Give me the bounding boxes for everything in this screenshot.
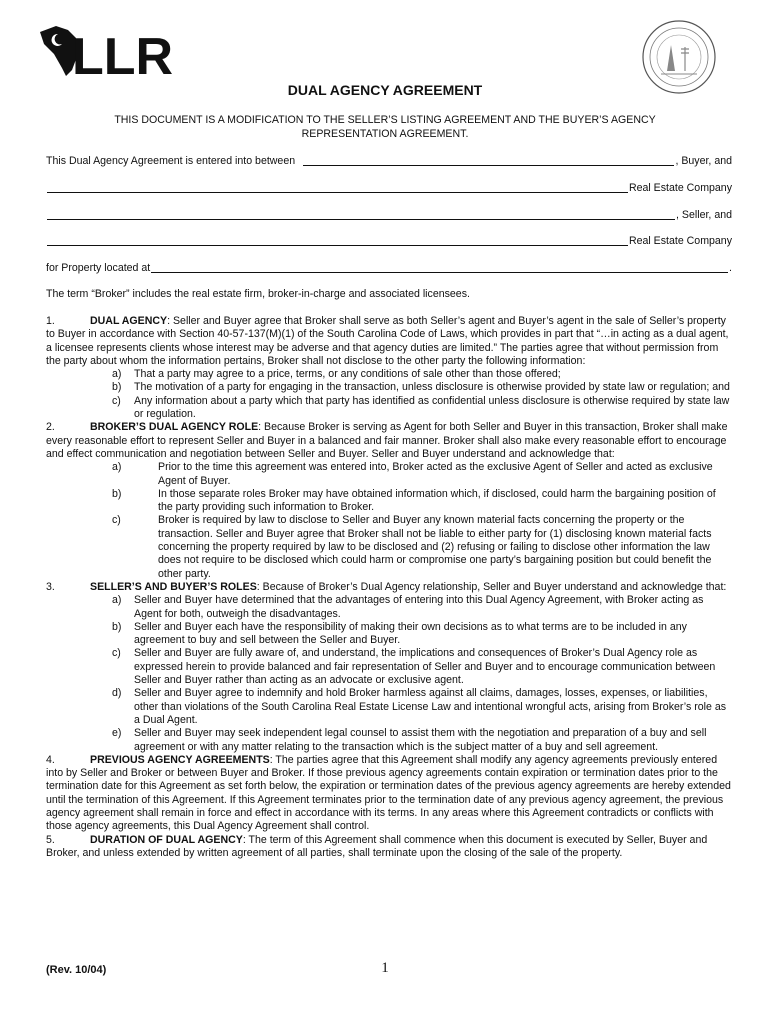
section-4-heading: PREVIOUS AGENCY AGREEMENTS [90, 753, 270, 766]
section-2-list [46, 461, 732, 581]
section-1-paragraph [46, 315, 732, 368]
revision-label: (Rev. 10/04) [46, 964, 107, 976]
section-5-paragraph [46, 834, 732, 861]
re-company-label-1: Real Estate Company [628, 181, 732, 194]
intro-text: This Dual Agency Agreement is entered into between [46, 154, 296, 167]
section-3-text: : Because of Broker’s Dual Agency relationship, Seller and Buyer understand and acknowledge that: [256, 580, 727, 593]
section-2-number: 2. [46, 421, 55, 434]
document-title: DUAL AGENCY AGREEMENT [287, 82, 483, 98]
seller-suffix: , Seller, and [676, 208, 732, 221]
llr-logo [38, 24, 184, 80]
section-4-paragraph [46, 754, 732, 834]
list-item: e) Seller and Buyer may seek independent legal counsel to assist them with the negotiation and preparation of a buy and sell agreement or with any matter relating to the transaction which is the subject matter of a buy and sell agreement. [112, 727, 707, 753]
parties-line-4 [46, 234, 732, 248]
section-3-list [46, 594, 732, 754]
property-address-field[interactable] [151, 261, 728, 273]
section-2 [46, 421, 732, 581]
section-3-paragraph [46, 581, 732, 594]
section-1-list [46, 368, 732, 421]
list-item: d) Seller and Buyer agree to indemnify and hold Broker harmless against all claims, damages, losses, expenses, or liabilities, other than violations of the South Carolina Real Estate License Law and intentional wrongful acts, arising from Broker’s role as a Dual Agent. [112, 687, 727, 726]
property-line [46, 261, 732, 275]
list-item: a) That a party may agree to a price, terms, or any conditions of sale other than those offered; [112, 368, 561, 381]
section-4-number: 4. [46, 753, 55, 766]
section-5-heading: DURATION OF DUAL AGENCY [90, 833, 243, 846]
logo-text: LLR [72, 28, 174, 80]
section-3-heading: SELLER’S AND BUYER’S ROLES [90, 580, 257, 593]
list-item: c) Any information about a party which that party has identified as confidential unless disclosure is otherwise required by state law or regulation. [112, 394, 730, 421]
section-1-heading: DUAL AGENCY [90, 315, 168, 327]
list-item: c) Seller and Buyer are fully aware of, and understand, the implications and consequences of Broker’s Dual Agency role as expressed herein to provide balanced and fair representation of Seller and Buyer and to encourage communication between Seller and Buyer rather than acting as an advocate or exclusive agent. [112, 647, 716, 687]
buyer-suffix: , Buyer, and [675, 154, 732, 167]
seller-company-field[interactable] [47, 234, 628, 246]
page-number: 1 [381, 960, 389, 976]
re-company-label-2: Real Estate Company [628, 234, 732, 247]
list-item: b) Seller and Buyer each have the responsibility of making their own decisions as to what terms are to be included in any agreement to buy and sell between the Seller and Buyer. [112, 620, 687, 647]
buyer-name-field[interactable] [303, 154, 674, 166]
section-3 [46, 581, 732, 754]
subtitle-line-1: THIS DOCUMENT IS A MODIFICATION TO THE SELLER’S LISTING AGREEMENT AND THE BUYER’S AGENCY [114, 114, 656, 126]
section-2-paragraph [46, 421, 732, 461]
list-item: c) Broker is required by law to disclose to Seller and Buyer any known material facts concerning the property or the transaction. Seller and Buyer agree that Broker shall not be liable to either party for (1) disclosing known material facts concerning the property required by law to be disclosed and (2) refusing or failing to disclose other information the law does not require to be disclosed which could harm or compromise one party’s bargaining position but could benefit the other party. [112, 514, 712, 580]
list-item: b) The motivation of a party for engaging in the transaction, unless disclosure is otherwise provided by state law or regulation; and [112, 381, 730, 394]
parties-line-2 [46, 181, 732, 195]
section-1-number: 1. [46, 315, 55, 327]
parties-line-3 [46, 208, 732, 222]
broker-definition: The term “Broker” includes the real estate firm, broker-in-charge and associated licensees. [46, 288, 470, 300]
section-1 [46, 315, 732, 421]
section-2-heading: BROKER’S DUAL AGENCY ROLE [90, 421, 259, 434]
seller-name-field[interactable] [47, 208, 675, 220]
section-3-number: 3. [46, 580, 55, 593]
section-1-text: : Seller and Buyer agree that Broker shall serve as both Seller’s agent and Buyer’s agent in the sale of Seller’s property to Buyer in accordance with Section 40-57-137(M)(1) of the South Carolina Code of Laws, which provides in part that “…in acting as a dual agent, a licensee represents clients whose interest may be adverse and that agency duties are limited.” The parties agree that without permission from the party about whom the information pertains, Broker shall not disclose to the other party the following information: [46, 315, 729, 367]
section-5-text: : The term of this Agreement shall commence when this document is executed by Seller, Buyer and Broker, and unless extended by written agreement of all parties, shall terminate upon the closing of the sale of the property. [46, 833, 708, 859]
parties-line-1 [46, 154, 732, 168]
document-subtitle [60, 114, 710, 141]
section-4-text: : The parties agree that this Agreement shall modify any agency agreements previously entered into by Seller and Broker or between Buyer and Broker. If those previous agency agreements contain expiration or termination dates prior to the termination date for this Agreement as set forth below, the expiration or termination dates of the previous agency agreements are hereby extended until the termination of this Agreement. If this Agreement terminates prior to the termination date of any previous agency agreement, the previous agency agreement shall remain in force and effect in accordance with its terms. In any areas where this Agreement contradicts or conflicts with those agency agreements, this Dual Agency Agreement shall control. [46, 753, 731, 833]
list-item: a) Seller and Buyer have determined that the advantages of entering into this Dual Agency Agreement, with Broker acting as Agent for both, outweigh the disadvantages. [112, 594, 704, 620]
buyer-company-field[interactable] [47, 181, 628, 193]
list-item: b) In those separate roles Broker may have obtained information which, if disclosed, could harm the bargaining position of the party providing such information to Broker. [112, 487, 716, 514]
section-2-text: : Because Broker is serving as Agent for both Seller and Buyer in this transaction, Broker shall make every reasonable effort to represent Seller and Buyer in a balanced and fair manner. Broker shall also make every reasonable effort to encourage and effect communication and negotiation between Seller and Buyer. Seller and Buyer understand and acknowledge that: [46, 421, 728, 460]
property-suffix: . [729, 261, 732, 274]
sections-body [46, 315, 732, 860]
list-item: a) Prior to the time this agreement was entered into, Broker acted as the exclusive Agent of Seller and acted as exclusive Agent of Buyer. [112, 461, 713, 487]
section-5-number: 5. [46, 833, 55, 846]
subtitle-line-2: REPRESENTATION AGREEMENT. [301, 127, 469, 140]
property-label: for Property located at [46, 261, 151, 274]
